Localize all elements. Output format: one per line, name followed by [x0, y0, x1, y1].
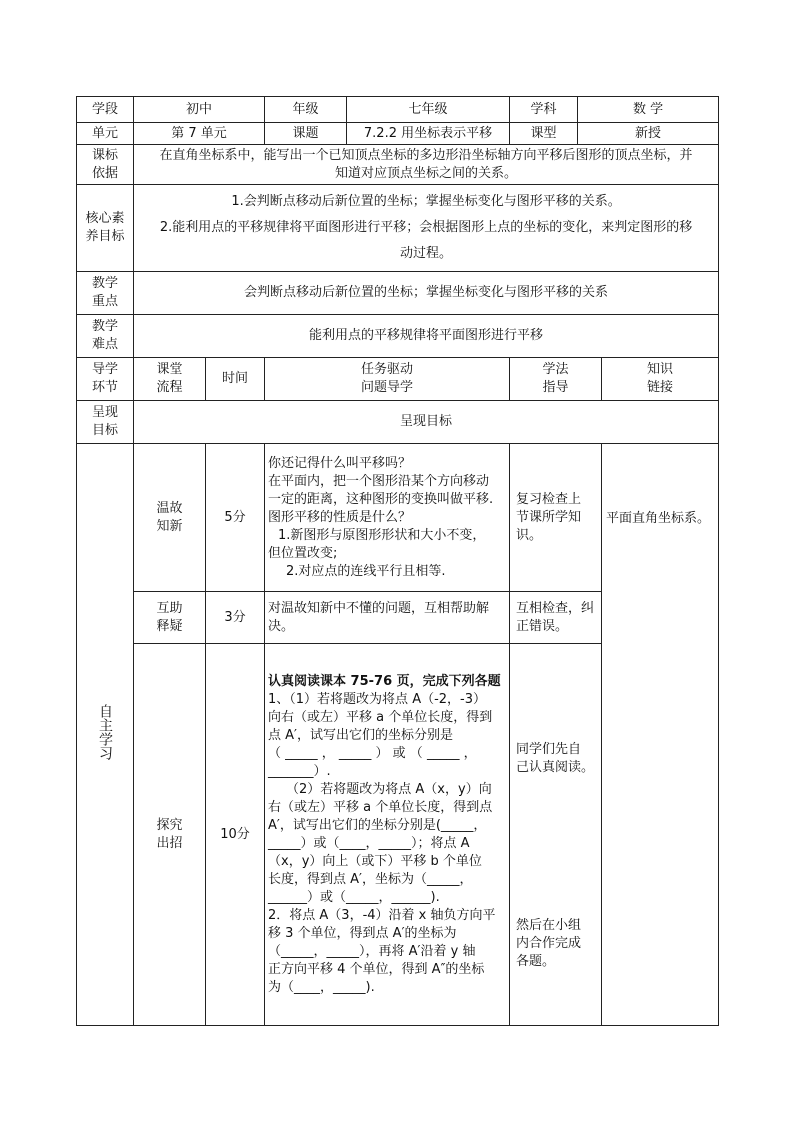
knowledge-link: 平面直角坐标系。 [602, 444, 719, 1026]
review-task: 你还记得什么叫平移吗？ 在平面内，把一个图形沿某个方向移动 一定的距离，这种图形的变换叫做平移. 图形平移的性质是什么？ 1.新图形与原图形形状和大小不变， 但位置改变; 2.对应点的连线平行且相等. [265, 444, 510, 592]
unit-label: 单元 [77, 123, 134, 145]
grade-label: 年级 [265, 97, 347, 123]
goals-label: 核心素 养目标 [77, 185, 134, 272]
difficulties-label: 教学 难点 [77, 315, 134, 358]
standard-row [77, 145, 719, 185]
explore-method: 同学们先自 己认真阅读。 然后在小组 内合作完成 各题。 [510, 644, 602, 1026]
review-time: 5分 [206, 444, 265, 592]
type-value: 新授 [578, 123, 719, 145]
explore-task: 认真阅读课本 75-76 页，完成下列各题 1、（1）若将题改为将点 A（-2，-3） 向右（或左）平移 a 个单位长度，得到 点 A′，试写出它们的坐标分别是 （ _____ ， _____ ） 或 （ _____ ， _______）. （2）若将题改为将点 A（x，y）向 右（或左）平移 a 个单位长度，得到点 A′，试写出它们的坐标分别是(_____， _____）或（____，_____）；将点 A （x，y）向上（或下）平移 b 个单位 长度，得到点 A′，坐标为（_____， ______）或（_____，______). 2．将点 A（3，-4）沿着 x 轴负方向平 移 3 个单位，得到点 A′的坐标为 （_____，_____），再将 A′沿着 y 轴 正方向平移 4 个单位，得到 A″的坐标 为（____，_____). [265, 644, 510, 1026]
topic-label: 课题 [265, 123, 347, 145]
col-task: 任务驱动 问题导学 [265, 358, 510, 401]
column-header-row [77, 358, 719, 401]
review-row [77, 444, 719, 592]
stage-label: 学段 [77, 97, 134, 123]
subject-value: 数 学 [578, 97, 719, 123]
col-flow: 课堂 流程 [134, 358, 206, 401]
present-label: 呈现 目标 [77, 401, 134, 444]
key-points-text: 会判断点移动后新位置的坐标；掌握坐标变化与图形平移的关系 [134, 272, 719, 315]
mutual-flow: 互助 释疑 [134, 592, 206, 644]
standard-text: 在直角坐标系中，能写出一个已知顶点坐标的多边形沿坐标轴方向平移后图形的顶点坐标，并 知道对应顶点坐标之间的关系。 [134, 145, 719, 185]
header-row-2 [77, 123, 719, 145]
present-text: 呈现目标 [134, 401, 719, 444]
col-link: 导学 环节 [77, 358, 134, 401]
subject-label: 学科 [510, 97, 578, 123]
type-label: 课型 [510, 123, 578, 145]
key-points-row [77, 272, 719, 315]
review-method: 复习检查上 节课所学知 识。 [510, 444, 602, 592]
lesson-plan-table [76, 96, 719, 1026]
key-points-label: 教学 重点 [77, 272, 134, 315]
standard-label: 课标 依据 [77, 145, 134, 185]
unit-value: 第 7 单元 [134, 123, 265, 145]
header-row-1 [77, 97, 719, 123]
col-time: 时间 [206, 358, 265, 401]
review-flow: 温故 知新 [134, 444, 206, 592]
explore-flow: 探究 出招 [134, 644, 206, 1026]
col-method: 学法 指导 [510, 358, 602, 401]
goals-row [77, 185, 719, 272]
mutual-time: 3分 [206, 592, 265, 644]
grade-value: 七年级 [347, 97, 510, 123]
self-study-label: 自主学习 [77, 444, 134, 1026]
col-knowledge: 知识 链接 [602, 358, 719, 401]
explore-time: 10分 [206, 644, 265, 1026]
difficulties-text: 能利用点的平移规律将平面图形进行平移 [134, 315, 719, 358]
goals-text: 1.会判断点移动后新位置的坐标；掌握坐标变化与图形平移的关系。 2.能利用点的平移规律将平面图形进行平移；会根据图形上点的坐标的变化，来判定图形的移 动过程。 [134, 185, 719, 272]
stage-value: 初中 [134, 97, 265, 123]
mutual-method: 互相检查，纠 正错误。 [510, 592, 602, 644]
mutual-task: 对温故知新中不懂的问题，互相帮助解 决。 [265, 592, 510, 644]
difficulties-row [77, 315, 719, 358]
topic-value: 7.2.2 用坐标表示平移 [347, 123, 510, 145]
present-row [77, 401, 719, 444]
